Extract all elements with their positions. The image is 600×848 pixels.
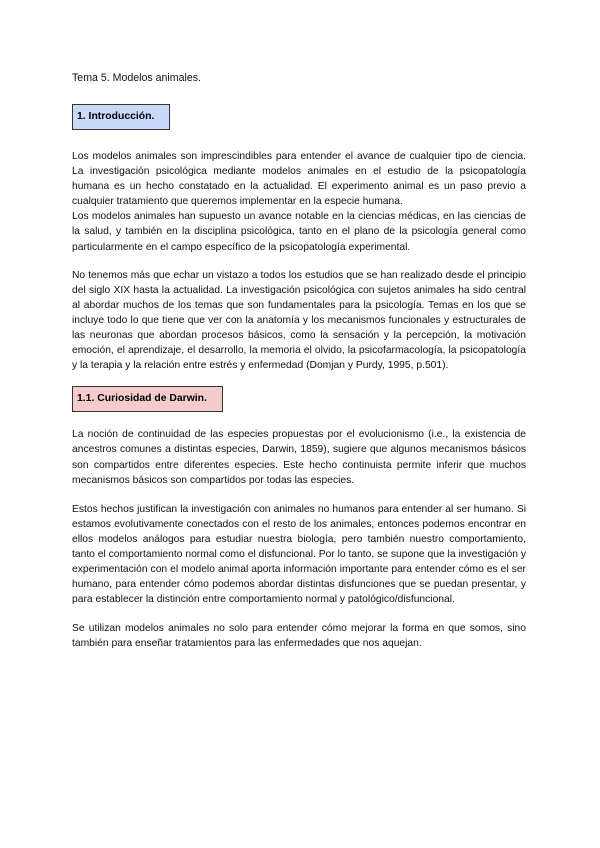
- document-title: Tema 5. Modelos animales.: [72, 72, 201, 84]
- paragraph: Estos hechos justifican la investigación con animales no humanos para entender al ser humano. Si estamos evolutivamente conectados con el resto de los animales, entonces podemos encontrar en ellos modelos análogos para estudiar nuestra biología, pero también nuestro comportamiento, tanto el comportamiento normal como el disfuncional. Por lo tanto, se supone que la investigación y experimentación con el modelo animal aporta información importante para entender cómo es el ser humano, para entender cómo podemos abordar distintas disfunciones que se puedan presentar, y para establecer la distinción entre comportamiento normal y patológico/disfuncional.: [72, 503, 526, 606]
- document-page: [72, 71, 526, 652]
- paragraph: Los modelos animales han supuesto un avance notable en la ciencias médicas, en las ciencias de la salud, y también en la disciplina psicológica, tanto en el plano de la psicología general como particularmente en el campo específico de la psicopatología experimental.: [72, 211, 526, 253]
- paragraph: Los modelos animales son imprescindibles para entender el avance de cualquier tipo de ciencia. La investigación psicológica mediante modelos animales en el estudio de la psicopatología humana es un hecho constatado en la actualidad. El experimento animal es un paso previo a cualquier tratamiento que queremos implementar en la especie humana.: [72, 151, 526, 208]
- paragraph: No tenemos más que echar un vistazo a todos los estudios que se han realizado desde el principio del siglo XIX hasta la actualidad. La investigación psicológica con sujetos animales ha sido central al abordar muchos de los temas que son fundamentales para la psicología. Temas en los que se incluye todo lo que tiene que ver con la anatomía y los mecanismos funcionales y estructurales de las neuronas que abordan procesos básicos, como la sensación y la percepción, la motivación emoción, el aprendizaje, el desarrollo, la memoria el olvido, la psicofarmacología, la psicopatología y la terapia y la relación entre estrés y enfermedad (Domjan y Purdy, 1995, p.501).: [72, 269, 526, 372]
- section-heading-introduccion: 1. Introducción.: [72, 104, 170, 130]
- section-heading-curiosidad-darwin: 1.1. Curiosidad de Darwin.: [72, 386, 223, 412]
- paragraph: La noción de continuidad de las especies propuestas por el evolucionismo (i.e., la existencia de ancestros comunes a distintas especies, Darwin, 1859), sugiere que algunos mecanismos básicos son compartidos entre diferentes especies. Este hecho continuista permite inferir que muchos mecanismos básicos son compartidos por todas las especies.: [72, 429, 526, 486]
- paragraph: Se utilizan modelos animales no solo para entender cómo mejorar la forma en que somos, sino también para enseñar tratamientos para las enfermedades que nos aquejan.: [72, 623, 526, 650]
